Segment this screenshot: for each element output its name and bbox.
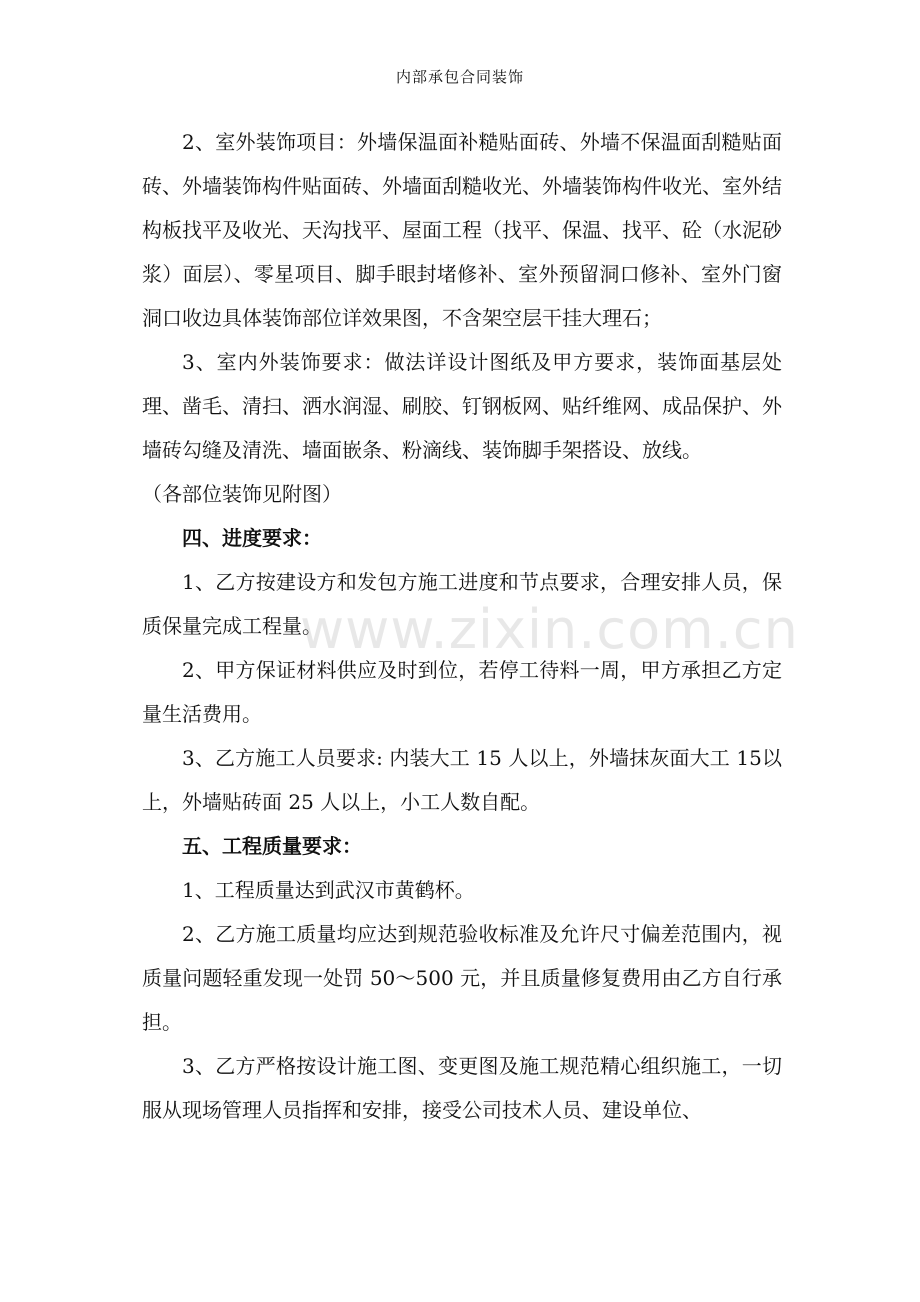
page-header: 内部承包合同装饰 xyxy=(395,68,524,86)
section-heading-schedule: 四、进度要求： xyxy=(182,526,322,550)
paragraph-quality-1: 1、工程质量达到武汉市黄鹤杯。 xyxy=(182,878,475,902)
paragraph-schedule-1: 1、乙方按建设方和发包方施工进度和节点要求，合理安排人员，保质保量完成工程量。 xyxy=(142,570,782,638)
document-body xyxy=(142,120,782,1132)
paragraph-decoration-requirements: 3、室内外装饰要求：做法详设计图纸及甲方要求，装饰面基层处理、凿毛、清扫、洒水润湿、刷胶、钉钢板网、贴纤维网、成品保护、外墙砖勾缝及清洗、墙面嵌条、粉滴线、装饰脚手架搭设、放线。 xyxy=(142,350,782,462)
paragraph-quality-2: 2、乙方施工质量均应达到规范验收标准及允许尺寸偏差范围内，视质量问题轻重发现一处罚 50～500 元，并且质量修复费用由乙方自行承担。 xyxy=(142,922,782,1034)
paragraph-schedule-2: 2、甲方保证材料供应及时到位，若停工待料一周，甲方承担乙方定量生活费用。 xyxy=(142,658,782,726)
paragraph-quality-3: 3、乙方严格按设计施工图、变更图及施工规范精心组织施工，一切服从现场管理人员指挥和安排，接受公司技术人员、建设单位、 xyxy=(142,1054,782,1122)
watermark: www.zixin.com.cn xyxy=(300,598,799,661)
paragraph-schedule-3: 3、乙方施工人员要求: 内装大工 15 人以上，外墙抹灰面大工 15以上，外墙贴砖面 25 人以上，小工人数自配。 xyxy=(142,746,782,814)
paragraph-exterior-items: 2、室外装饰项目：外墙保温面补糙贴面砖、外墙不保温面刮糙贴面砖、外墙装饰构件贴面砖、外墙面刮糙收光、外墙装饰构件收光、室外结构板找平及收光、天沟找平、屋面工程（找平、保温、找平、砼（水泥砂浆）面层）、零星项目、脚手眼封堵修补、室外预留洞口修补、室外门窗洞口收边具体装饰部位详效果图，不含架空层干挂大理石； xyxy=(142,130,782,330)
paragraph-attachment-note: （各部位装饰见附图） xyxy=(142,482,342,506)
section-heading-quality: 五、工程质量要求： xyxy=(182,834,362,858)
